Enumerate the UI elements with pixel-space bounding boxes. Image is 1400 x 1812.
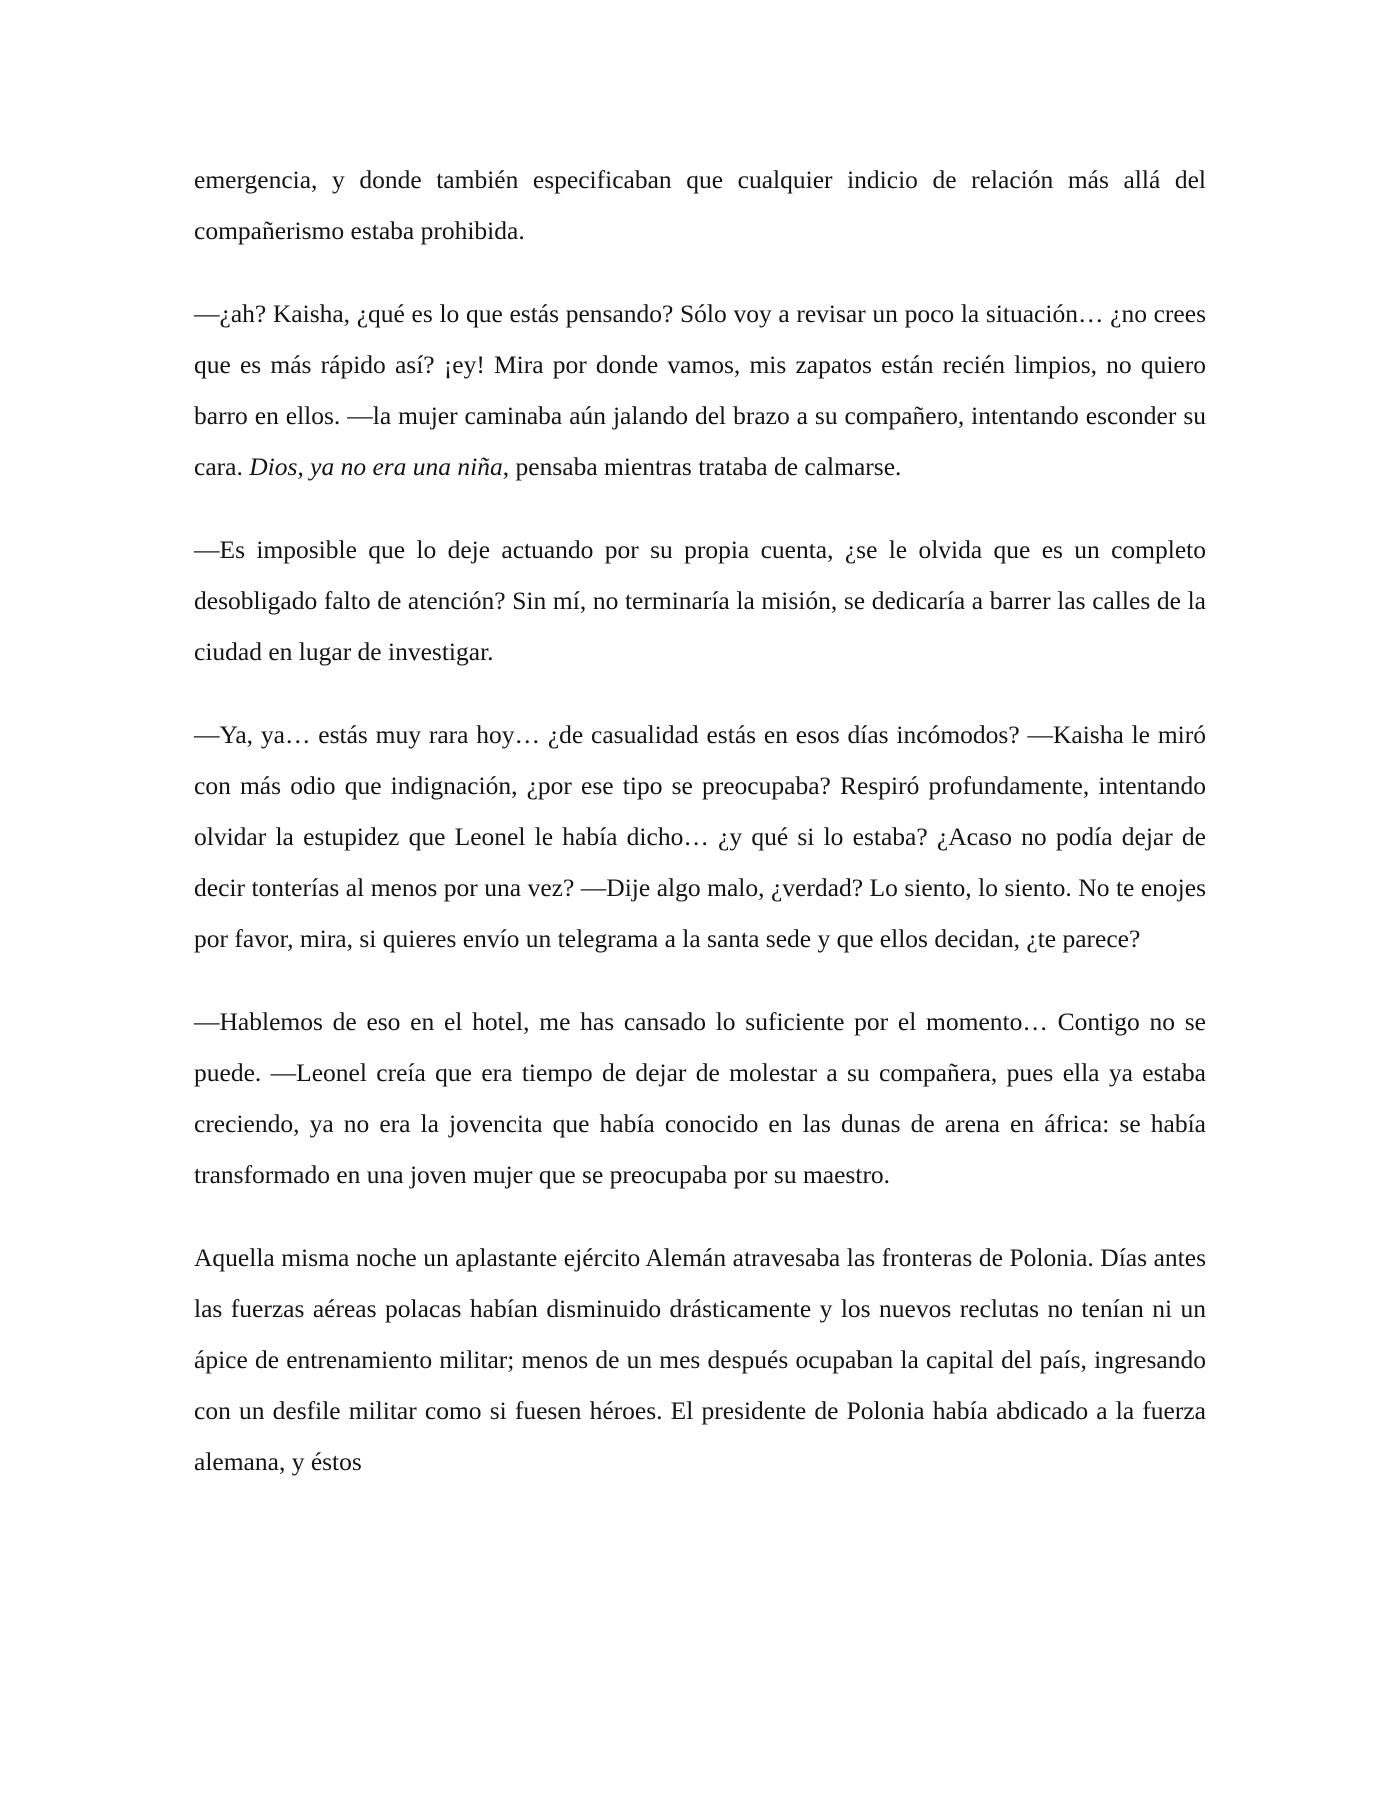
paragraph-5: —Hablemos de eso en el hotel, me has cansado lo suficiente por el momento… Contigo no se puede. —Leonel creía que era tiempo de dejar de molestar a su compañera, pues ella ya estaba creciendo, ya no era la jovencita que había conocido en las dunas de arena en áfrica: se había transformado en una joven mujer que se preocupaba por su maestro. [194,1007,1206,1189]
paragraph-4: —Ya, ya… estás muy rara hoy… ¿de casualidad estás en esos días incómodos? —Kaisha le miró con más odio que indignación, ¿por ese tipo se preocupaba? Respiró profundamente, intentando olvidar la estupidez que Leonel le había dicho… ¿y qué si lo estaba? ¿Acaso no podía dejar de decir tonterías al menos por una vez? —Dije algo malo, ¿verdad? Lo siento, lo siento. No te enojes por favor, mira, si quieres envío un telegrama a la santa sede y que ellos decidan, ¿te parece? [194,720,1206,953]
paragraph-2-text-before-italic: —¿ah? Kaisha, ¿qué es lo que estás pensando? Sólo voy a revisar un poco la situación… ¿no crees que es más rápido así? ¡ey! Mira por donde vamos, mis zapatos están recién limpios, no quiero barro en ellos. —la mujer caminaba aún jalando del brazo a su compañero, intentando esconder su cara. [194,299,1206,481]
document-page [194,154,1206,1487]
paragraph-1: emergencia, y donde también especificaban que cualquier indicio de relación más allá del compañerismo estaba prohibida. [194,165,1206,245]
paragraph-3: —Es imposible que lo deje actuando por su propia cuenta, ¿se le olvida que es un completo desobligado falto de atención? Sin mí, no terminaría la misión, se dedicaría a barrer las calles de la ciudad en lugar de investigar. [194,535,1206,666]
paragraph-6: Aquella misma noche un aplastante ejército Alemán atravesaba las fronteras de Polonia. Días antes las fuerzas aéreas polacas habían disminuido drásticamente y los nuevos reclutas no tenían ni un ápice de entrenamiento militar; menos de un mes después ocupaban la capital del país, ingresando con un desfile militar como si fuesen héroes. El presidente de Polonia había abdicado a la fuerza alemana, y éstos [194,1243,1206,1476]
paragraph-2-text-after-italic: , pensaba mientras trataba de calmarse. [502,452,902,481]
paragraph-2 [194,288,1206,492]
paragraph-2-italic-thought: Dios, ya no era una niña [249,452,503,481]
